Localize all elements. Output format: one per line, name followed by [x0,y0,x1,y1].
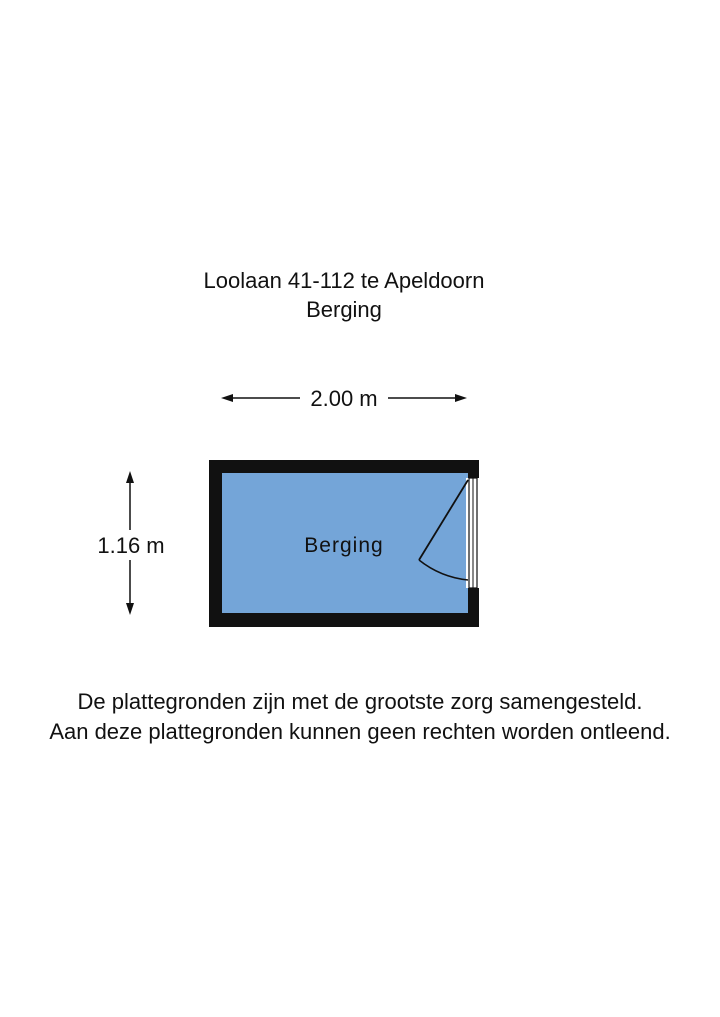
disclaimer-line-2: Aan deze plattegronden kunnen geen rechten worden ontleend. [49,719,671,744]
height-dimension-label: 1.16 m [97,533,165,558]
width-dimension-label: 2.00 m [310,386,378,411]
disclaimer [0,687,720,747]
floor-name-title: Berging [306,297,382,322]
width-dimension [221,386,467,411]
width-arrow-right-icon [455,394,467,402]
room-berging [209,460,479,627]
width-arrow-left-icon [221,394,233,402]
height-arrow-bottom-icon [126,603,134,615]
room-label: Berging [304,534,384,557]
height-dimension [90,471,170,615]
disclaimer-line-1: De plattegronden zijn met de grootste zorg samengesteld. [77,689,643,714]
height-arrow-top-icon [126,471,134,483]
address-title: Loolaan 41-112 te Apeldoorn [203,268,485,293]
